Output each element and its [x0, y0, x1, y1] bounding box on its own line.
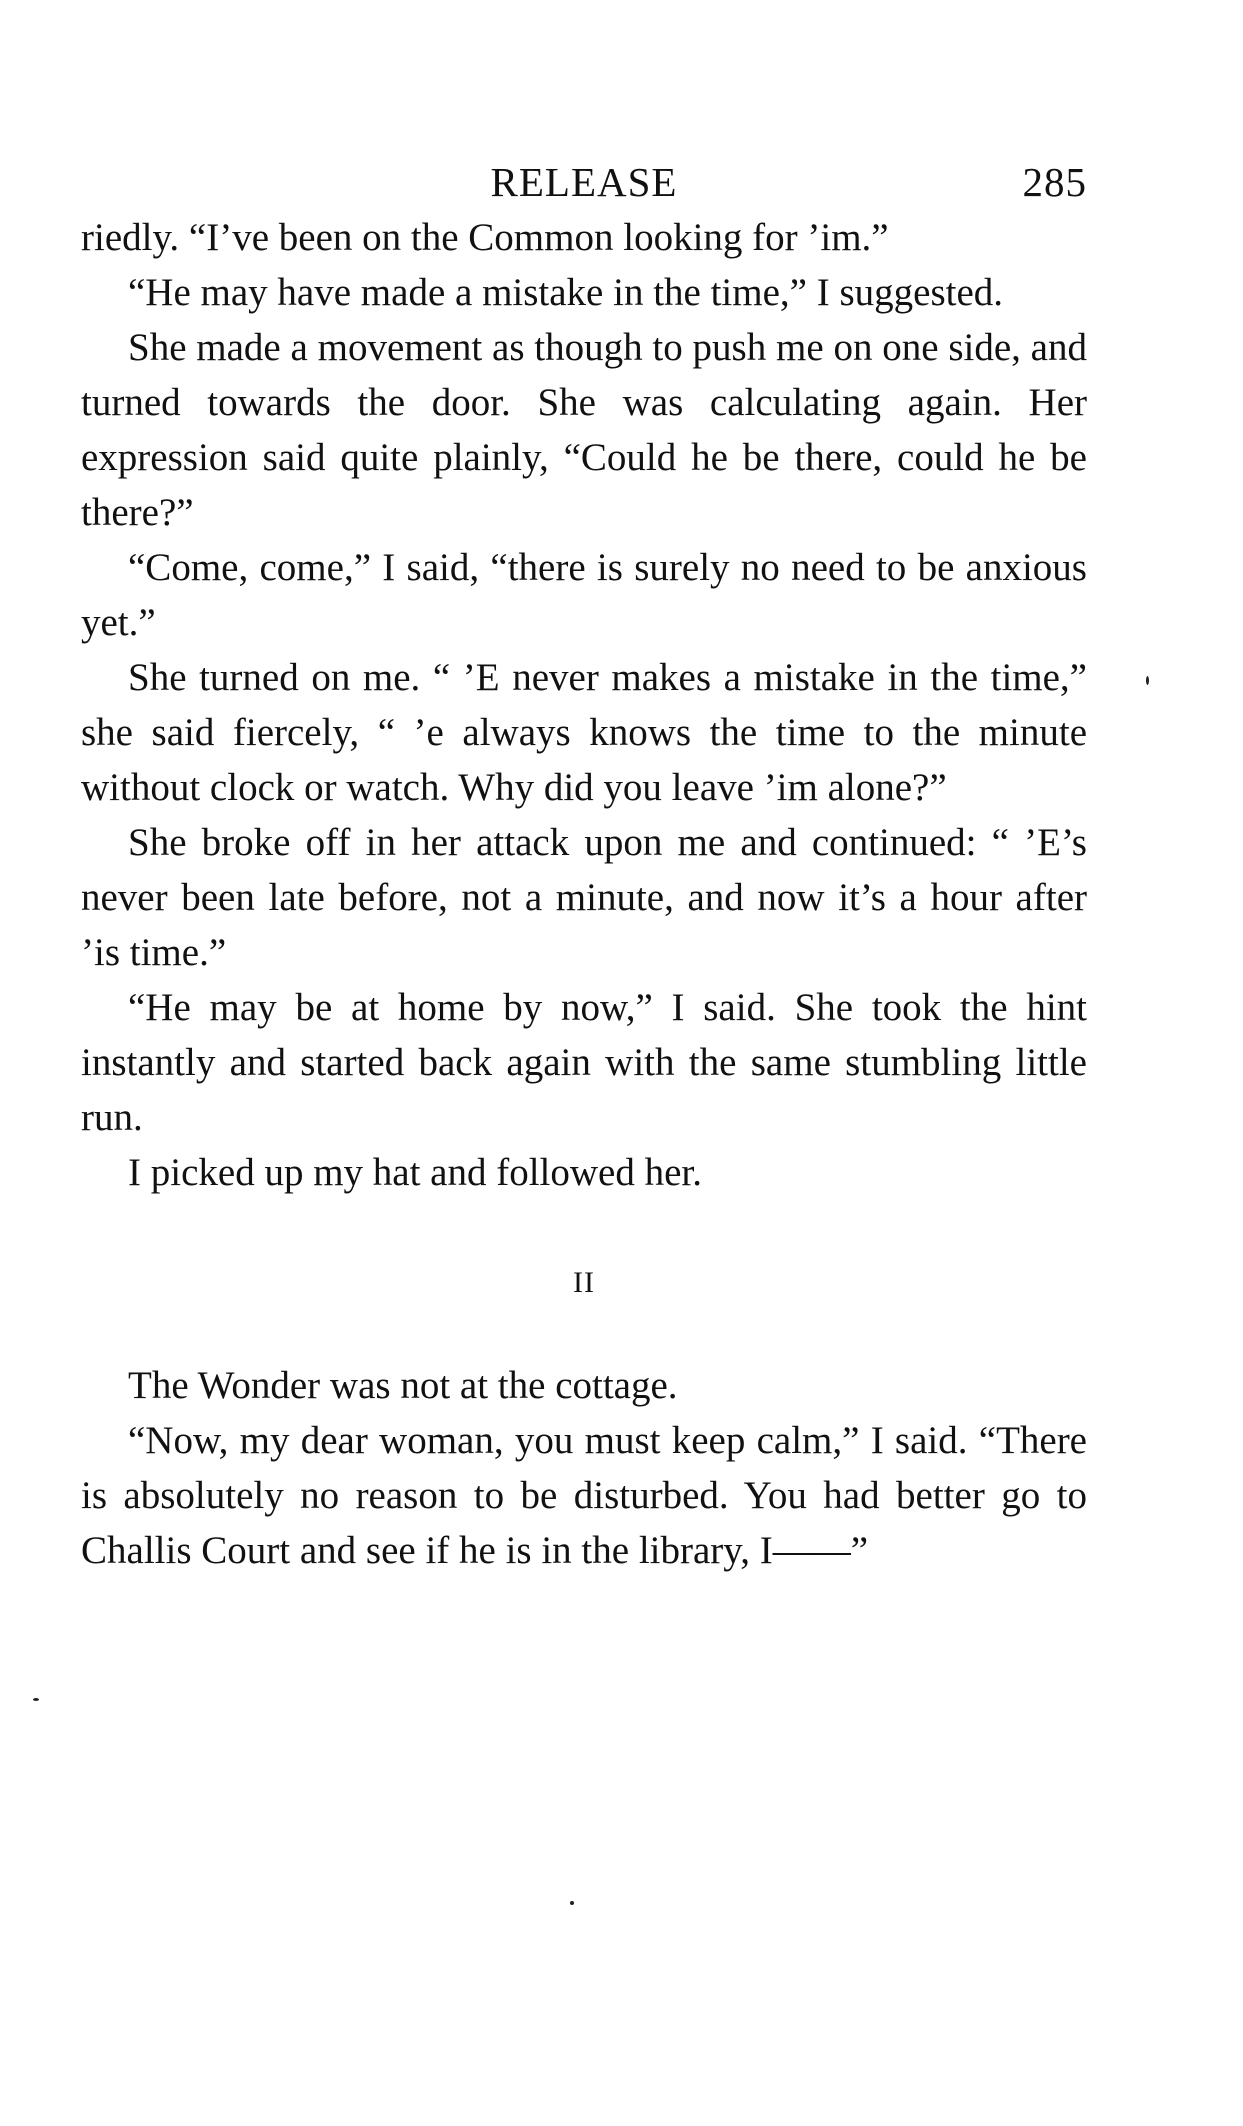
- paragraph: “He may be at home by now,” I said. She took the hint instantly and started back again with the same stumbling little run.: [81, 986, 1087, 1139]
- paragraph: The Wonder was not at the cottage.: [128, 1364, 678, 1407]
- scan-speck: [570, 1901, 574, 1905]
- page-number: 285: [1022, 159, 1087, 205]
- book-page: [81, 150, 1087, 1578]
- paragraph: riedly. “I’ve been on the Common looking for ’im.”: [81, 216, 889, 259]
- scan-speck: [1146, 676, 1149, 685]
- paragraph: She broke off in her attack upon me and continued: “ ’E’s never been late before, not a minute, and now it’s a hour after ’is time.”: [81, 821, 1087, 974]
- body-text: [81, 210, 1087, 1578]
- running-title: RELEASE: [490, 159, 678, 205]
- running-head: [81, 150, 1087, 210]
- paragraph: “Now, my dear woman, you must keep calm,” I said. “There is absolutely no reason to be disturbed. You had better go to Challis Court and see if he is in the library, I——”: [81, 1419, 1087, 1572]
- paragraph: “Come, come,” I said, “there is surely no need to be anxious yet.”: [81, 546, 1087, 644]
- paragraph: I picked up my hat and followed her.: [128, 1151, 703, 1194]
- paragraph: She turned on me. “ ’E never makes a mistake in the time,” she said fiercely, “ ’e always knows the time to the minute without clock or watch. Why did you leave ’im alone?”: [81, 656, 1087, 809]
- scan-speck: [33, 1698, 39, 1701]
- paragraph: She made a movement as though to push me on one side, and turned towards the door. She was calculating again. Her expression said quite plainly, “Could he be there, could he be there?”: [81, 326, 1087, 534]
- section-number: II: [573, 1266, 595, 1299]
- paragraph: “He may have made a mistake in the time,” I suggested.: [128, 271, 1004, 314]
